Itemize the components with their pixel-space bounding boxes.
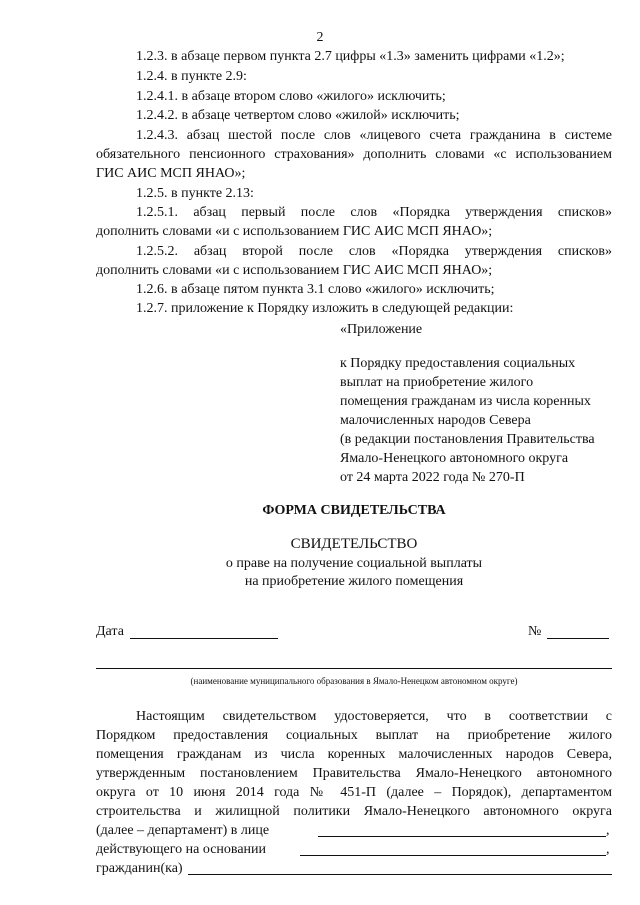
number-field[interactable]	[547, 638, 609, 639]
face-field[interactable]	[318, 836, 606, 837]
municipality-caption: (наименование муниципального образования в Ямало-Ненецком автономном округе)	[190, 676, 518, 686]
amendment-line: 1.2.3. в абзаце первом пункта 2.7 цифры «1.3» заменить цифрами «1.2»;	[136, 49, 565, 64]
page-number: 2	[316, 30, 324, 45]
amendment-line: 1.2.4.3. абзац шестой после слов «лицевого счета гражданина в системе	[136, 128, 612, 143]
amendment-line: дополнить словами «и с использованием ГИС АИС МСП ЯНАО»;	[96, 224, 493, 239]
appendix-line: помещения гражданам из числа коренных	[340, 394, 591, 409]
number-label: №	[528, 624, 542, 639]
amendment-line: 1.2.5. в пункте 2.13:	[136, 186, 254, 201]
amendment-line: дополнить словами «и с использованием ГИС АИС МСП ЯНАО»;	[96, 263, 493, 278]
appendix-line: (в редакции постановления Правительства	[340, 432, 595, 447]
appendix-line: малочисленных народов Севера	[340, 413, 531, 428]
body-line: помещения гражданам из числа коренных малочисленных народов Севера,	[96, 747, 612, 762]
amendment-line: обязательного пенсионного страхования» дополнить словами «с использованием	[96, 147, 612, 162]
appendix-label: «Приложение	[340, 322, 423, 337]
comma: ,	[606, 823, 610, 838]
amendment-line: 1.2.6. в абзаце пятом пункта 3.1 слово «жилого» исключить;	[136, 282, 495, 297]
amendment-line: 1.2.4.1. в абзаце втором слово «жилого» исключить;	[136, 89, 446, 104]
municipality-field[interactable]	[96, 668, 612, 669]
appendix-line: к Порядку предоставления социальных	[340, 356, 576, 371]
date-label: Дата	[96, 624, 124, 639]
body-line: Порядком предоставления социальных выплат на приобретение жилого	[96, 728, 612, 743]
basis-field[interactable]	[300, 855, 606, 856]
appendix-line: от 24 марта 2022 года № 270-П	[340, 470, 525, 485]
certificate-subtitle: на приобретение жилого помещения	[244, 574, 464, 589]
certificate-title: СВИДЕТЕЛЬСТВО	[290, 536, 418, 552]
amendment-line: 1.2.4. в пункте 2.9:	[136, 69, 247, 84]
amendment-line: 1.2.5.1. абзац первый после слов «Порядка утверждения списков»	[136, 205, 612, 220]
face-label: (далее – департамент) в лице	[96, 823, 270, 838]
amendment-line: 1.2.5.2. абзац второй после слов «Порядка утверждения списков»	[136, 244, 612, 259]
appendix-line: Ямало-Ненецкого автономного округа	[340, 451, 569, 466]
date-field[interactable]	[130, 638, 278, 639]
body-line: Настоящим свидетельством удостоверяется, что в соответствии с	[136, 709, 612, 724]
citizen-field[interactable]	[188, 874, 612, 875]
amendment-line: 1.2.4.2. в абзаце четвертом слово «жилой» исключить;	[136, 108, 460, 123]
body-line: утвержденным постановлением Правительства Ямало-Ненецкого автономного	[96, 766, 612, 781]
comma: ,	[606, 842, 610, 857]
amendment-line: 1.2.7. приложение к Порядку изложить в следующей редакции:	[136, 301, 514, 316]
appendix-line: выплат на приобретение жилого	[340, 375, 534, 390]
body-line: округа от 10 июня 2014 года № 451-П (далее – Порядок), департаментом	[96, 785, 612, 800]
body-line: строительства и жилищной политики Ямало-Ненецкого автономного округа	[96, 804, 612, 819]
form-title: ФОРМА СВИДЕТЕЛЬСТВА	[262, 503, 446, 518]
amendment-line: ГИС АИС МСП ЯНАО»;	[96, 166, 246, 181]
certificate-subtitle: о праве на получение социальной выплаты	[225, 556, 483, 571]
basis-label: действующего на основании	[96, 842, 267, 857]
citizen-label: гражданин(ка)	[96, 861, 183, 876]
